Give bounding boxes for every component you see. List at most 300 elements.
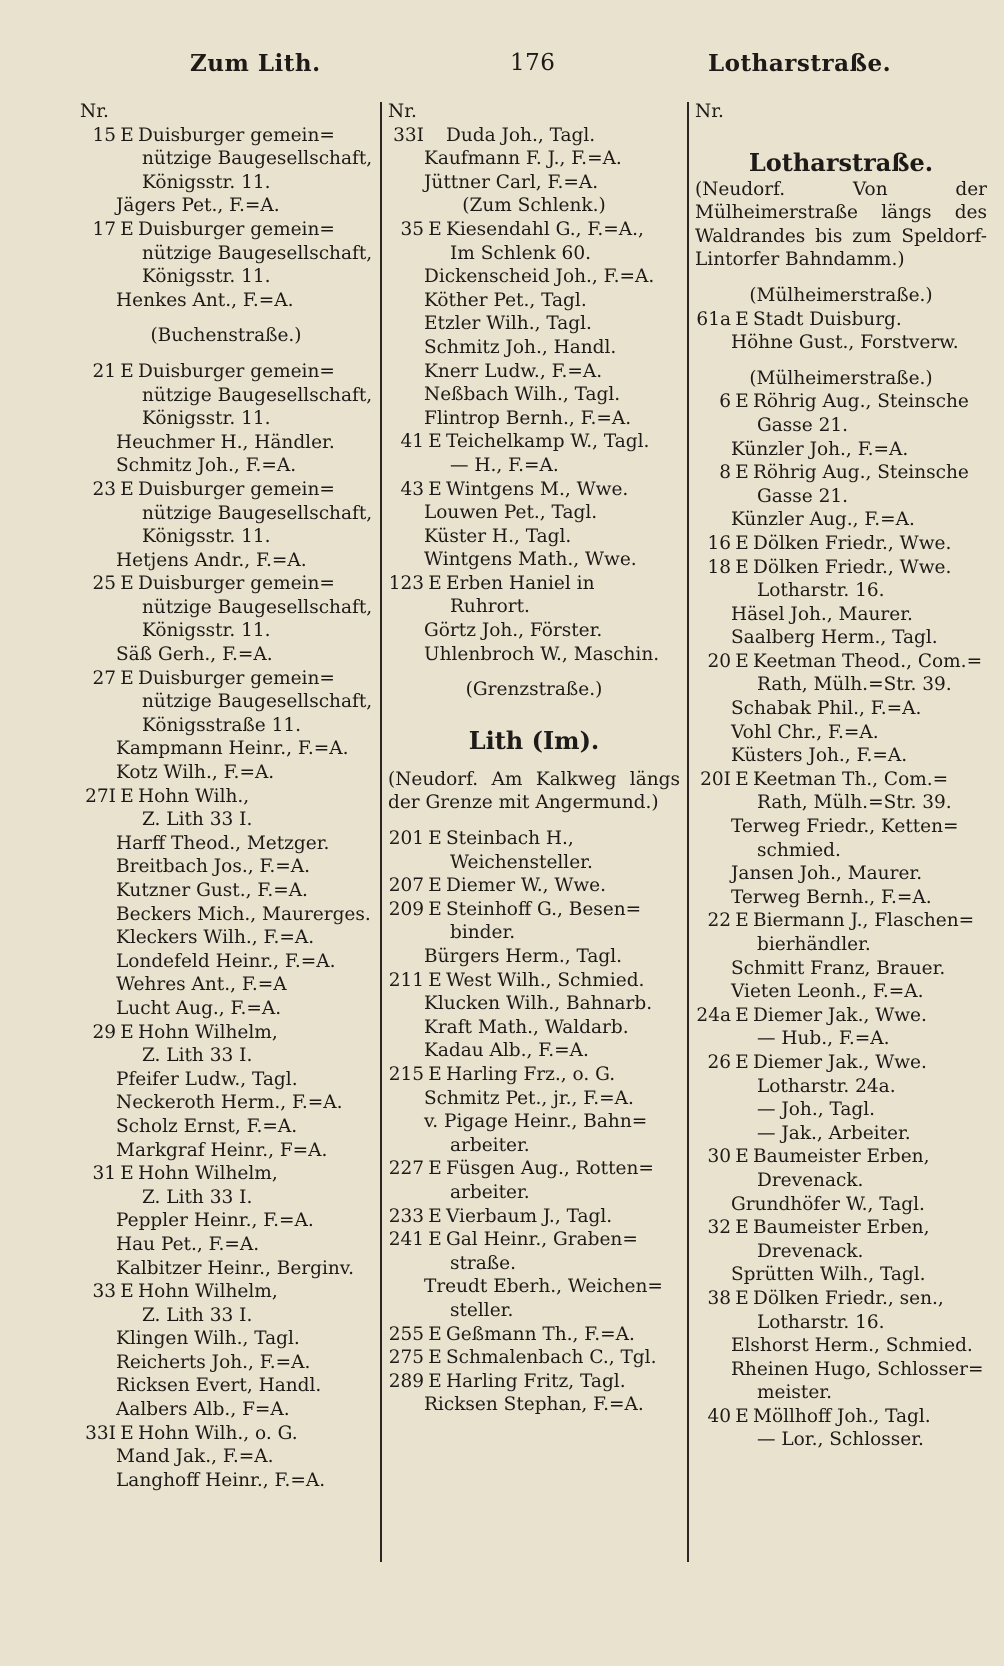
owner-marker: E (120, 1281, 134, 1303)
house-number: 33 (92, 1281, 116, 1303)
continuation-line: meister. (757, 1382, 832, 1404)
entry-row (80, 572, 372, 596)
house-number: 18 (707, 556, 731, 578)
entry-row (695, 1004, 987, 1028)
owner-marker: E (735, 650, 749, 672)
entry-text: Keetman Th., Com.= (753, 768, 949, 790)
entry-row (80, 667, 372, 691)
cross-street-heading: (Zum Schlenk.) (462, 195, 606, 217)
entry-row (80, 1162, 372, 1186)
house-number: 255 (388, 1323, 424, 1345)
resident-line: Elshorst Herm., Schmied. (731, 1335, 973, 1357)
spacer (388, 666, 680, 678)
spacer (695, 136, 987, 148)
continuation-line: arbeiter. (450, 1134, 530, 1156)
entry-row (388, 1370, 680, 1394)
resident-line: v. Pigage Heinr., Bahn= (424, 1111, 648, 1133)
continuation-line: Weichensteller. (450, 851, 593, 873)
house-number: 16 (707, 532, 731, 554)
continuation-line: nützige Baugesellschaft, (142, 691, 372, 713)
entry-row (80, 478, 372, 502)
entry-text: Hohn Wilhelm, (138, 1021, 278, 1043)
house-number: 43 (400, 478, 424, 500)
house-number: 209 (388, 898, 424, 920)
owner-marker: E (120, 218, 134, 240)
continuation-line: Königsstr. 11. (142, 171, 271, 193)
owner-marker: E (735, 308, 749, 330)
house-number: 41 (400, 431, 424, 453)
entry-row (695, 909, 987, 933)
resident-line: Terweg Bernh., F.=A. (731, 886, 932, 908)
resident-line: Knerr Ludw., F.=A. (424, 360, 603, 382)
owner-marker: E (120, 124, 134, 146)
house-number: 40 (707, 1405, 731, 1427)
entry-text: Geßmann Th., F.=A. (446, 1323, 635, 1345)
entry-text: Duisburger gemein= (138, 573, 335, 595)
continuation-line: nützige Baugesellschaft, (142, 502, 372, 524)
house-number: 6 (719, 391, 731, 413)
entry-row (80, 124, 372, 148)
continuation-line: Lotharstr. 16. (757, 580, 885, 602)
resident-line: Grundhöfer W., Tagl. (731, 1193, 925, 1215)
entry-text: Dölken Friedr., Wwe. (753, 532, 952, 554)
owner-marker: E (120, 478, 134, 500)
resident-line: Säß Gerh., F.=A. (116, 644, 273, 666)
resident-line: Dickenscheid Joh., F.=A. (424, 266, 655, 288)
house-number: 21 (92, 360, 116, 382)
house-number: 24a (696, 1004, 731, 1026)
house-number: 201 (388, 828, 424, 850)
column-divider (380, 102, 382, 1562)
owner-marker: E (428, 1347, 442, 1369)
continuation-line: straße. (450, 1252, 516, 1274)
entry-row (695, 461, 987, 485)
house-number: 31 (92, 1163, 116, 1185)
cross-street-heading: (Buchenstraße.) (150, 325, 302, 347)
entry-text: Füsgen Aug., Rotten= (446, 1158, 654, 1180)
continuation-line: Gasse 21. (757, 485, 849, 507)
resident-line: Köther Pet., Tagl. (424, 289, 587, 311)
column-divider (687, 102, 689, 1562)
entry-row (388, 1063, 680, 1087)
resident-line: Flintrop Bernh., F.=A. (424, 407, 632, 429)
resident-line: Terweg Friedr., Ketten= (731, 816, 959, 838)
resident-line: Schmitt Franz, Brauer. (731, 957, 946, 979)
entry-text: Hohn Wilh., (138, 785, 250, 807)
house-number: 33I (393, 124, 424, 146)
column-nr-label: Nr. (80, 101, 109, 122)
owner-marker: E (428, 218, 442, 240)
entry-text: Diemer Jak., Wwe. (753, 1004, 927, 1026)
entry-text: Steinbach H., (446, 828, 574, 850)
resident-line: Mand Jak., F.=A. (116, 1446, 274, 1468)
owner-marker: E (735, 556, 749, 578)
owner-marker: E (735, 1004, 749, 1026)
entry-text: Röhrig Aug., Steinsche (753, 462, 969, 484)
resident-line: Neckeroth Herm., F.=A. (116, 1092, 343, 1114)
owner-marker: E (428, 898, 442, 920)
entry-text: Duisburger gemein= (138, 478, 335, 500)
house-number: 275 (388, 1347, 424, 1369)
entry-row (695, 1051, 987, 1075)
entry-text: Hohn Wilh., o. G. (138, 1422, 298, 1444)
continuation-line: Rath, Mülh.=Str. 39. (757, 674, 952, 696)
continuation-line: Drevenack. (757, 1240, 864, 1262)
resident-line: Schmitz Joh., Handl. (424, 336, 617, 358)
house-number: 27 (92, 667, 116, 689)
entry-row (695, 650, 987, 674)
entry-text: Hohn Wilhelm, (138, 1281, 278, 1303)
resident-line: Kleckers Wilh., F.=A. (116, 927, 315, 949)
owner-marker: E (428, 1229, 442, 1251)
owner-marker: E (120, 667, 134, 689)
house-number: 8 (719, 462, 731, 484)
house-number: 26 (707, 1051, 731, 1073)
continuation-line: Königsstraße 11. (142, 714, 302, 736)
spacer (388, 702, 680, 714)
continuation-line: Z. Lith 33 I. (142, 1304, 253, 1326)
resident-line: Treudt Eberh., Weichen= (424, 1276, 663, 1298)
continuation-line: Z. Lith 33 I. (142, 1186, 253, 1208)
resident-line: Henkes Ant., F.=A. (116, 289, 294, 311)
resident-line: Hetjens Andr., F.=A. (116, 549, 307, 571)
entry-row (388, 898, 680, 922)
owner-marker: E (735, 1405, 749, 1427)
house-number: 15 (92, 124, 116, 146)
owner-marker: E (120, 573, 134, 595)
owner-marker: E (428, 478, 442, 500)
entry-row (388, 1346, 680, 1370)
owner-marker: E (120, 1422, 134, 1444)
resident-line: Kampmann Heinr., F.=A. (116, 738, 349, 760)
resident-line: Scholz Ernst, F.=A. (116, 1115, 298, 1137)
street-title: Lotharstraße. (748, 147, 934, 177)
owner-marker: E (735, 1146, 749, 1168)
entry-text: Diemer W., Wwe. (446, 875, 607, 897)
continuation-line: Königsstr. 11. (142, 620, 271, 642)
resident-line: Höhne Gust., Forstverw. (731, 332, 959, 354)
resident-line: Etzler Wilh., Tagl. (424, 313, 592, 335)
owner-marker: E (428, 1323, 442, 1345)
entry-text: West Wilh., Schmied. (446, 969, 645, 991)
resident-line: Görtz Joh., Förster. (424, 620, 603, 642)
house-number: 20I (700, 768, 731, 790)
house-number: 233 (388, 1205, 424, 1227)
entry-text: Vierbaum J., Tagl. (446, 1205, 613, 1227)
resident-line: Harff Theod., Metzger. (116, 832, 330, 854)
continuation-line: Königsstr. 11. (142, 266, 271, 288)
entry-row (695, 1216, 987, 1240)
house-number: 27I (85, 785, 116, 807)
owner-marker: E (428, 969, 442, 991)
resident-line: Langhoff Heinr., F.=A. (116, 1469, 326, 1491)
resident-line: Reicherts Joh., F.=A. (116, 1351, 311, 1373)
continuation-line: nützige Baugesellschaft, (142, 148, 372, 170)
entry-text: Baumeister Erben, (753, 1146, 930, 1168)
entry-text: Keetman Theod., Com.= (753, 650, 983, 672)
house-number: 123 (388, 572, 424, 594)
entry-text: Baumeister Erben, (753, 1217, 930, 1239)
entry-row (80, 1280, 372, 1304)
entry-text: Dölken Friedr., sen., (753, 1287, 944, 1309)
entry-text: Dölken Friedr., Wwe. (753, 556, 952, 578)
continuation-line: — Jak., Arbeiter. (757, 1122, 911, 1144)
entry-text: Hohn Wilhelm, (138, 1163, 278, 1185)
entry-row (388, 478, 680, 502)
entry-text: Harling Frz., o. G. (446, 1063, 616, 1085)
entry-row (388, 874, 680, 898)
spacer (695, 355, 987, 367)
resident-line: Heuchmer H., Händler. (116, 431, 335, 453)
entry-row (388, 827, 680, 851)
resident-line: Aalbers Alb., F=A. (116, 1399, 290, 1421)
owner-marker: E (120, 1021, 134, 1043)
continuation-line: — Hub., F.=A. (757, 1028, 890, 1050)
resident-line: Küsters Joh., F.=A. (731, 745, 908, 767)
entry-row (695, 390, 987, 414)
entry-text: Harling Fritz, Tagl. (446, 1370, 626, 1392)
owner-marker: E (735, 1051, 749, 1073)
spacer (695, 124, 987, 136)
continuation-line: Z. Lith 33 I. (142, 809, 253, 831)
owner-marker: E (428, 828, 442, 850)
spacer (695, 272, 987, 284)
resident-line: Kotz Wilh., F.=A. (116, 762, 275, 784)
resident-line: Markgraf Heinr., F=A. (116, 1139, 328, 1161)
column-2 (388, 100, 680, 1417)
resident-line: Kraft Math., Waldarb. (424, 1016, 629, 1038)
entry-row (388, 218, 680, 242)
entry-text: Schmalenbach C., Tgl. (446, 1347, 657, 1369)
resident-line: Kaufmann F. J., F.=A. (424, 148, 622, 170)
owner-marker: E (428, 1370, 442, 1392)
continuation-line: steller. (450, 1299, 514, 1321)
resident-line: Hau Pet., F.=A. (116, 1233, 260, 1255)
house-number: 211 (388, 969, 424, 991)
owner-marker: E (428, 875, 442, 897)
house-number: 215 (388, 1063, 424, 1085)
resident-line: Beckers Mich., Maurerges. (116, 903, 371, 925)
cross-street-heading: (Mülheimerstraße.) (749, 284, 933, 306)
owner-marker: E (428, 1158, 442, 1180)
continuation-line: Königsstr. 11. (142, 526, 271, 548)
entry-row (388, 969, 680, 993)
owner-marker: E (120, 785, 134, 807)
house-number: 289 (388, 1370, 424, 1392)
house-number: 207 (388, 875, 424, 897)
continuation-line: Ruhrort. (450, 596, 530, 618)
resident-line: Häsel Joh., Maurer. (731, 603, 913, 625)
resident-line: Jansen Joh., Maurer. (731, 863, 923, 885)
entry-row (388, 430, 680, 454)
entry-text: Wintgens M., Wwe. (446, 478, 629, 500)
column-nr-label: Nr. (695, 101, 724, 122)
entry-text: Möllhoff Joh., Tagl. (753, 1405, 931, 1427)
house-number: 32 (707, 1217, 731, 1239)
house-number: 29 (92, 1021, 116, 1043)
entry-row (695, 308, 987, 332)
continuation-line: Im Schlenk 60. (450, 242, 591, 264)
entry-row (388, 1157, 680, 1181)
resident-line: Lucht Aug., F.=A. (116, 997, 282, 1019)
continuation-line: binder. (450, 922, 516, 944)
street-title: Lith (Im). (468, 725, 600, 755)
continuation-line: Königsstr. 11. (142, 408, 271, 430)
entry-row (388, 1228, 680, 1252)
resident-line: Sprütten Wilh., Tagl. (731, 1264, 926, 1286)
entry-row (388, 1323, 680, 1347)
continuation-line: nützige Baugesellschaft, (142, 242, 372, 264)
running-head-right: Lotharstraße. (708, 50, 892, 77)
spacer (80, 348, 372, 360)
owner-marker: E (735, 391, 749, 413)
resident-line: Klingen Wilh., Tagl. (116, 1328, 300, 1350)
resident-line: Ricksen Stephan, F.=A. (424, 1394, 644, 1416)
owner-marker: E (735, 1287, 749, 1309)
street-description: (Neudorf. Von der Mülheimerstraße längs des Waldrandes bis zum Speldorf-Lintorfer Bahndamm.) (695, 178, 987, 271)
column-1 (80, 100, 372, 1492)
resident-line: Kalbitzer Heinr., Berginv. (116, 1257, 354, 1279)
continuation-line: bierhändler. (757, 934, 871, 955)
owner-marker: E (120, 1163, 134, 1185)
page-number: 176 (510, 50, 556, 76)
owner-marker: E (735, 768, 749, 790)
house-number: 23 (92, 478, 116, 500)
resident-line: Bürgers Herm., Tagl. (424, 946, 623, 967)
entry-text: Duisburger gemein= (138, 218, 335, 240)
house-number: 22 (707, 910, 731, 932)
continuation-line: schmied. (757, 839, 841, 861)
owner-marker: E (428, 431, 442, 453)
house-number: 241 (388, 1229, 424, 1251)
entry-row (695, 1145, 987, 1169)
owner-marker: E (735, 462, 749, 484)
resident-line: Pfeifer Ludw., Tagl. (116, 1068, 298, 1090)
continuation-line: Drevenack. (757, 1169, 864, 1191)
continuation-line: Lotharstr. 24a. (757, 1075, 896, 1097)
street-description: (Neudorf. Am Kalkweg längs der Grenze mit Angermund.) (388, 768, 680, 814)
resident-line: Rheinen Hugo, Schlosser= (731, 1358, 984, 1380)
resident-line: Neßbach Wilh., Tagl. (424, 384, 621, 406)
resident-line: Schmitz Joh., F.=A. (116, 455, 297, 477)
entry-row (695, 1287, 987, 1311)
spacer (80, 312, 372, 324)
resident-line: Schmitz Pet., jr., F.=A. (424, 1087, 634, 1109)
resident-line: Künzler Joh., F.=A. (731, 438, 909, 460)
column-3 (695, 100, 987, 1452)
house-number: 25 (92, 573, 116, 595)
running-head-left: Zum Lith. (190, 50, 321, 77)
spacer (388, 815, 680, 827)
owner-marker: E (428, 1205, 442, 1227)
resident-line: Vohl Chr., F.=A. (731, 721, 879, 743)
entry-row (695, 768, 987, 792)
continuation-line: Lotharstr. 16. (757, 1311, 885, 1333)
resident-line: Uhlenbroch W., Maschin. (424, 643, 660, 665)
resident-line: Saalberg Herm., Tagl. (731, 627, 938, 649)
spacer (388, 756, 680, 768)
owner-marker: E (735, 910, 749, 932)
entry-row (388, 124, 680, 148)
house-number: 61a (696, 308, 731, 330)
entry-row (388, 572, 680, 596)
entry-text: Duda Joh., Tagl. (446, 124, 596, 146)
entry-row (388, 1205, 680, 1229)
continuation-line: Rath, Mülh.=Str. 39. (757, 792, 952, 814)
continuation-line: nützige Baugesellschaft, (142, 596, 372, 618)
resident-line: Ricksen Evert, Handl. (116, 1375, 322, 1397)
owner-marker: E (735, 1217, 749, 1239)
entry-text: Stadt Duisburg. (753, 308, 902, 330)
resident-line: Wehres Ant., F.=A (116, 974, 287, 996)
entry-row (695, 1405, 987, 1429)
entry-text: Gal Heinr., Graben= (446, 1229, 638, 1251)
column-nr-label: Nr. (388, 101, 417, 122)
entry-row (80, 360, 372, 384)
entry-row (80, 1422, 372, 1446)
entry-text: Biermann J., Flaschen= (753, 910, 975, 932)
continuation-line: Z. Lith 33 I. (142, 1045, 253, 1067)
cross-street-heading: (Grenzstraße.) (465, 679, 603, 701)
entry-row (695, 532, 987, 556)
entry-text: Erben Haniel in (446, 572, 595, 594)
resident-line: Schabak Phil., F.=A. (731, 698, 922, 720)
resident-line: Küster H., Tagl. (424, 525, 572, 547)
resident-line: Peppler Heinr., F.=A. (116, 1210, 314, 1232)
house-number: 38 (707, 1287, 731, 1309)
entry-row (80, 785, 372, 809)
entry-text: Steinhoff G., Besen= (446, 898, 642, 920)
house-number: 35 (400, 218, 424, 240)
owner-marker: E (428, 572, 442, 594)
house-number: 227 (388, 1158, 424, 1180)
house-number: 33I (85, 1422, 116, 1444)
continuation-line: — H., F.=A. (450, 454, 559, 476)
continuation-line: Gasse 21. (757, 414, 849, 436)
resident-line: Jüttner Carl, F.=A. (424, 171, 599, 193)
continuation-line: — Lor., Schlosser. (757, 1429, 924, 1451)
entry-text: Röhrig Aug., Steinsche (753, 391, 969, 413)
resident-line: Jägers Pet., F.=A. (116, 195, 280, 217)
resident-line: Londefeld Heinr., F.=A. (116, 950, 336, 972)
entry-text: Diemer Jak., Wwe. (753, 1051, 927, 1073)
resident-line: Kadau Alb., F.=A. (424, 1040, 589, 1062)
entry-text: Duisburger gemein= (138, 124, 335, 146)
continuation-line: arbeiter. (450, 1181, 530, 1203)
resident-line: Louwen Pet., Tagl. (424, 502, 598, 524)
owner-marker: E (120, 360, 134, 382)
house-number: 30 (707, 1146, 731, 1168)
entry-text: Duisburger gemein= (138, 667, 335, 689)
cross-street-heading: (Mülheimerstraße.) (749, 367, 933, 389)
entry-text: Kiesendahl G., F.=A., (446, 218, 644, 240)
resident-line: Künzler Aug., F.=A. (731, 509, 915, 531)
continuation-line: nützige Baugesellschaft, (142, 384, 372, 406)
resident-line: Vieten Leonh., F.=A. (731, 981, 924, 1003)
entry-row (80, 218, 372, 242)
resident-line: Klucken Wilh., Bahnarb. (424, 993, 653, 1015)
house-number: 17 (92, 218, 116, 240)
entry-row (695, 556, 987, 580)
entry-row (80, 1021, 372, 1045)
entry-text: Duisburger gemein= (138, 360, 335, 382)
resident-line: Kutzner Gust., F.=A. (116, 880, 308, 901)
resident-line: Wintgens Math., Wwe. (424, 549, 637, 571)
resident-line: Breitbach Jos., F.=A. (116, 856, 311, 878)
owner-marker: E (735, 532, 749, 554)
owner-marker: E (428, 1063, 442, 1085)
entry-text: Teichelkamp W., Tagl. (446, 431, 650, 453)
